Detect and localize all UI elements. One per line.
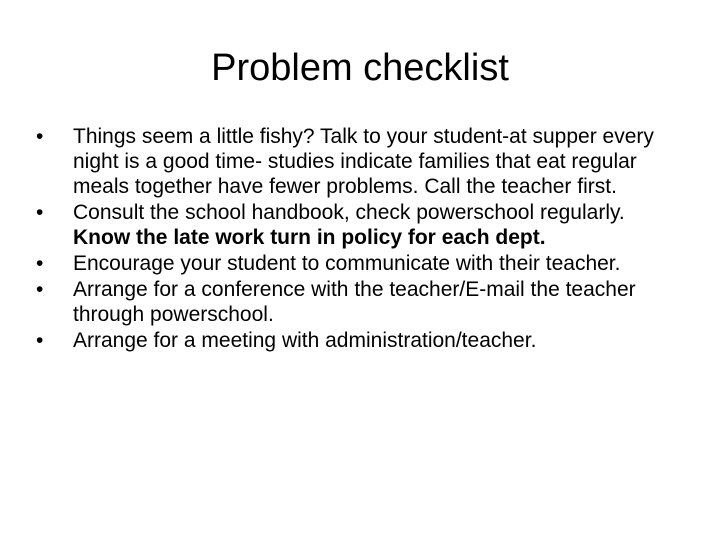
- bullet-item: [36, 200, 676, 250]
- bullet-icon: •: [36, 278, 44, 301]
- bullet-item: [36, 251, 676, 276]
- bullet-text: Consult the school handbook, check powerschool regularly.: [73, 201, 625, 224]
- bullet-icon: •: [36, 329, 44, 352]
- bullet-bold-text: Know the late work turn in policy for each dept.: [73, 226, 546, 249]
- bullet-list: [36, 124, 676, 354]
- bullet-item: [36, 328, 676, 353]
- bullet-text: Encourage your student to communicate with their teacher.: [73, 252, 621, 275]
- bullet-icon: •: [36, 125, 44, 148]
- bullet-text: Arrange for a conference with the teacher/E-mail the teacher through powerschool.: [73, 278, 636, 326]
- bullet-text: Things seem a little fishy? Talk to your student-at supper every night is a good time- studies indicate families that eat regular meals together have fewer problems. Call the teacher first.: [73, 125, 654, 198]
- bullet-item: [36, 124, 676, 199]
- slide-title: Problem checklist: [211, 47, 509, 89]
- bullet-icon: •: [36, 201, 44, 224]
- bullet-item: [36, 277, 676, 327]
- bullet-text: Arrange for a meeting with administration/teacher.: [73, 329, 537, 352]
- bullet-icon: •: [36, 252, 44, 275]
